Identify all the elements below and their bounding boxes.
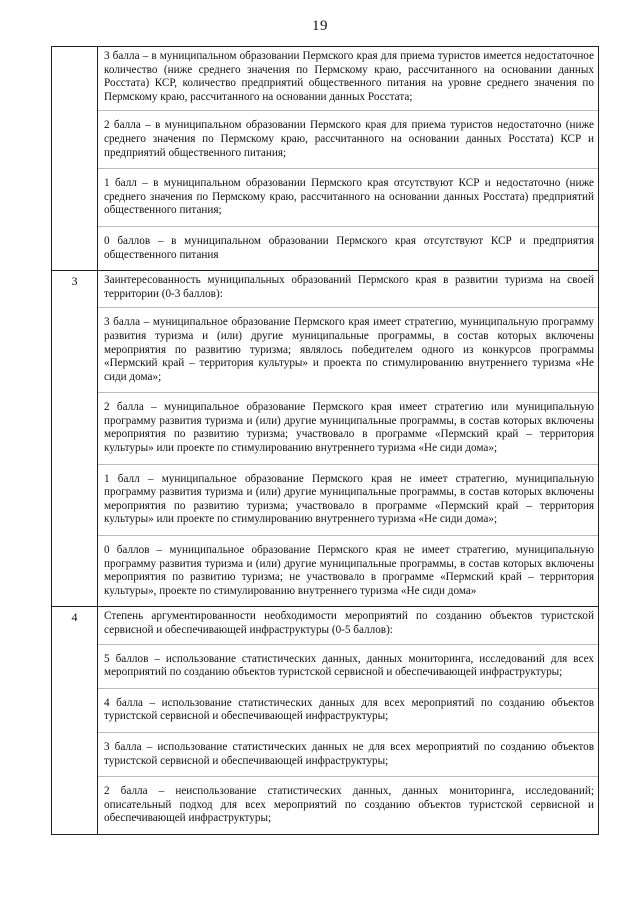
row-text-cell (98, 607, 599, 835)
table-row (52, 271, 599, 607)
row-number-cell (52, 47, 98, 271)
row-number-cell: 4 (52, 607, 98, 835)
criterion-paragraph: 2 балла – муниципальное образование Пермского края имеет стратегию или муниципальную программу развития туризма и (или) другие муниципальные программы, в состав которых включены мероприятия по развитию туризма; участвовало в программе «Пермский край – территория культуры» или проекте по стимулированию внутреннего туризма «Не сиди дома»; (98, 393, 598, 464)
criterion-paragraph: 2 балла – в муниципальном образовании Пермского края для приема туристов недостаточно (ниже среднего значения по Пермскому краю, рассчитанного на основании данных Росстата) КСР и предприятий общественного питания; (98, 111, 598, 169)
criterion-paragraph: 3 балла – использование статистических данных не для всех мероприятий по созданию объектов туристской сервисной и обеспечивающей инфраструктуры; (98, 733, 598, 777)
row-number-cell: 3 (52, 271, 98, 607)
criterion-paragraph: 2 балла – неиспользование статистических данных, данных мониторинга, исследований; описательный подход для всех мероприятий по созданию объектов туристской сервисной и обеспечивающей инфраструктуры; (104, 785, 594, 825)
criterion-paragraph: 3 балла – муниципальное образование Пермского края имеет стратегию, муниципальную программу развития туризма и (или) другие муниципальные программы, в состав которых включены мероприятия по развитию туризма; являлось победителем одного из конкурсов программы «Пермский край – территория культуры» и проекта по стимулированию внутреннего туризма «Не сиди дома»; (98, 308, 598, 393)
criterion-paragraph: 0 баллов – в муниципальном образовании Пермского края отсутствуют КСР и предприятия общественного питания (104, 234, 594, 261)
table-row (52, 47, 599, 271)
table-row (52, 607, 599, 835)
criterion-paragraph: 1 балл – в муниципальном образовании Пермского края отсутствуют КСР и недостаточно (ниже среднего значения по Пермскому краю, рассчитанного на основании данных Росстата) предприятий общественного питания; (98, 169, 598, 227)
row-text-cell (98, 47, 599, 271)
criterion-paragraph: 3 балла – в муниципальном образовании Пермского края для приема туристов имеется недостаточное количество (ниже среднего значения по Пермскому краю, рассчитанного на основании данных Росстата) КСР, количество предприятий общественного питания на уровне среднего значения по Пермскому краю, рассчитанного на основании данных Росстата; (98, 47, 598, 111)
row-text-cell (98, 271, 599, 607)
criterion-paragraph: 4 балла – использование статистических данных для всех мероприятий по созданию объектов туристской сервисной и обеспечивающей инфраструктуры; (98, 689, 598, 733)
criterion-heading: Заинтересованность муниципальных образований Пермского края в развитии туризма на своей территории (0-3 баллов): (98, 271, 598, 308)
page-number: 19 (312, 18, 328, 34)
criterion-paragraph: 0 баллов – муниципальное образование Пермского края не имеет стратегию, муниципальную программу развития туризма и (или) другие муниципальные программы, в состав которых включены мероприятия по развитию туризма; не участвовало в программе «Пермский край – территория культуры», проекте по стимулированию внутреннего туризма «Не сиди дома» (104, 544, 594, 597)
criterion-paragraph: 1 балл – муниципальное образование Пермского края не имеет стратегию, муниципальную программу развития туризма и (или) другие муниципальные программы, в состав которых включены мероприятия по развитию туризма; участвовало в программе «Пермский край – территория культуры» или проекте по стимулированию внутреннего туризма «Не сиди дома»; (98, 465, 598, 536)
criterion-paragraph: 5 баллов – использование статистических данных, данных мониторинга, исследований для всех мероприятий по созданию объектов туристской сервисной и обеспечивающей инфраструктуры; (98, 645, 598, 689)
criteria-table (51, 46, 599, 835)
criterion-heading: Степень аргументированности необходимости мероприятий по созданию объектов туристской сервисной и обеспечивающей инфраструктуры (0-5 баллов): (98, 607, 598, 644)
